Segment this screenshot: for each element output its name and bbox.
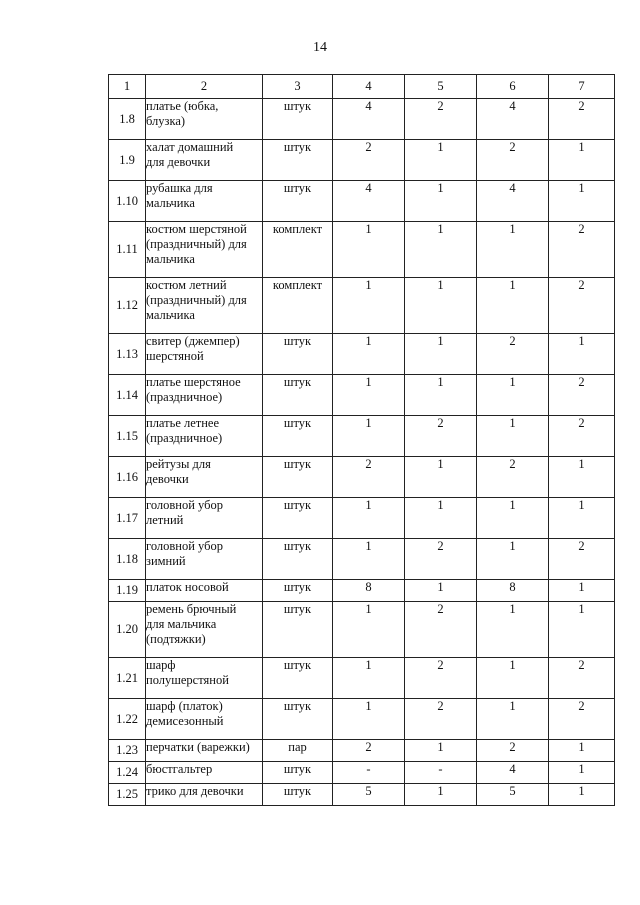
value-col-4: - <box>333 762 405 784</box>
value-col-5: 1 <box>405 784 477 806</box>
item-name: костюм шерстяной (праздничный) для мальчика <box>146 222 263 278</box>
value-col-6: 2 <box>477 457 549 498</box>
value-col-4: 4 <box>333 99 405 140</box>
value-col-6: 1 <box>477 375 549 416</box>
table-row <box>109 416 615 457</box>
value-col-4: 1 <box>333 498 405 539</box>
value-col-6: 4 <box>477 99 549 140</box>
unit-of-measure: штук <box>263 498 333 539</box>
row-number: 1.25 <box>109 784 146 806</box>
item-name: шарф полушерстяной <box>146 658 263 699</box>
value-col-7: 1 <box>549 334 615 375</box>
value-col-7: 2 <box>549 99 615 140</box>
item-name: рубашка для мальчика <box>146 181 263 222</box>
value-col-6: 4 <box>477 762 549 784</box>
value-col-7: 1 <box>549 602 615 658</box>
value-col-6: 1 <box>477 498 549 539</box>
value-col-7: 1 <box>549 762 615 784</box>
value-col-5: 1 <box>405 222 477 278</box>
table-row <box>109 375 615 416</box>
item-name: трико для девочки <box>146 784 263 806</box>
unit-of-measure: штук <box>263 602 333 658</box>
row-number: 1.14 <box>109 375 146 416</box>
value-col-4: 8 <box>333 580 405 602</box>
table-body <box>109 99 615 806</box>
table-row <box>109 699 615 740</box>
column-header: 7 <box>549 75 615 99</box>
value-col-4: 5 <box>333 784 405 806</box>
page-number: 14 <box>313 40 327 55</box>
value-col-4: 1 <box>333 334 405 375</box>
value-col-6: 1 <box>477 699 549 740</box>
unit-of-measure: штук <box>263 762 333 784</box>
unit-of-measure: комплект <box>263 278 333 334</box>
unit-of-measure: штук <box>263 140 333 181</box>
value-col-6: 1 <box>477 539 549 580</box>
table-row <box>109 334 615 375</box>
table-row <box>109 278 615 334</box>
item-name: шарф (платок) демисезонный <box>146 699 263 740</box>
value-col-6: 1 <box>477 602 549 658</box>
value-col-6: 1 <box>477 416 549 457</box>
value-col-6: 2 <box>477 140 549 181</box>
value-col-4: 1 <box>333 658 405 699</box>
column-header: 3 <box>263 75 333 99</box>
value-col-7: 2 <box>549 278 615 334</box>
value-col-4: 1 <box>333 375 405 416</box>
table-row <box>109 457 615 498</box>
table-row <box>109 762 615 784</box>
row-number: 1.22 <box>109 699 146 740</box>
value-col-4: 2 <box>333 740 405 762</box>
unit-of-measure: штук <box>263 539 333 580</box>
column-header: 6 <box>477 75 549 99</box>
value-col-7: 1 <box>549 580 615 602</box>
table-row <box>109 740 615 762</box>
value-col-5: 1 <box>405 140 477 181</box>
value-col-5: 1 <box>405 740 477 762</box>
unit-of-measure: штук <box>263 334 333 375</box>
unit-of-measure: штук <box>263 99 333 140</box>
value-col-5: 1 <box>405 334 477 375</box>
value-col-4: 1 <box>333 539 405 580</box>
unit-of-measure: комплект <box>263 222 333 278</box>
value-col-5: - <box>405 762 477 784</box>
value-col-5: 2 <box>405 539 477 580</box>
item-name: платок носовой <box>146 580 263 602</box>
value-col-5: 2 <box>405 416 477 457</box>
unit-of-measure: штук <box>263 658 333 699</box>
item-name: головной убор летний <box>146 498 263 539</box>
item-name: ремень брючный для мальчика (подтяжки) <box>146 602 263 658</box>
value-col-5: 1 <box>405 181 477 222</box>
value-col-4: 1 <box>333 278 405 334</box>
value-col-5: 2 <box>405 602 477 658</box>
row-number: 1.13 <box>109 334 146 375</box>
unit-of-measure: штук <box>263 457 333 498</box>
item-name: платье (юбка, блузка) <box>146 99 263 140</box>
column-header: 4 <box>333 75 405 99</box>
item-name: рейтузы для девочки <box>146 457 263 498</box>
row-number: 1.23 <box>109 740 146 762</box>
table-header-row <box>109 75 615 99</box>
value-col-6: 2 <box>477 334 549 375</box>
unit-of-measure: пар <box>263 740 333 762</box>
value-col-6: 1 <box>477 658 549 699</box>
row-number: 1.19 <box>109 580 146 602</box>
table-row <box>109 784 615 806</box>
unit-of-measure: штук <box>263 580 333 602</box>
value-col-5: 2 <box>405 658 477 699</box>
item-name: перчатки (варежки) <box>146 740 263 762</box>
item-name: халат домашний для девочки <box>146 140 263 181</box>
value-col-4: 1 <box>333 222 405 278</box>
row-number: 1.21 <box>109 658 146 699</box>
unit-of-measure: штук <box>263 375 333 416</box>
item-name: головной убор зимний <box>146 539 263 580</box>
value-col-5: 1 <box>405 498 477 539</box>
row-number: 1.20 <box>109 602 146 658</box>
row-number: 1.24 <box>109 762 146 784</box>
value-col-7: 2 <box>549 539 615 580</box>
unit-of-measure: штук <box>263 181 333 222</box>
unit-of-measure: штук <box>263 784 333 806</box>
table-row <box>109 140 615 181</box>
value-col-4: 1 <box>333 416 405 457</box>
item-name: костюм летний (праздничный) для мальчика <box>146 278 263 334</box>
table-row <box>109 99 615 140</box>
value-col-7: 1 <box>549 740 615 762</box>
table-row <box>109 602 615 658</box>
item-name: бюстгальтер <box>146 762 263 784</box>
row-number: 1.10 <box>109 181 146 222</box>
value-col-7: 1 <box>549 457 615 498</box>
value-col-7: 2 <box>549 375 615 416</box>
value-col-4: 2 <box>333 457 405 498</box>
value-col-5: 1 <box>405 375 477 416</box>
row-number: 1.16 <box>109 457 146 498</box>
value-col-7: 2 <box>549 416 615 457</box>
table-row <box>109 658 615 699</box>
unit-of-measure: штук <box>263 699 333 740</box>
value-col-5: 2 <box>405 99 477 140</box>
value-col-7: 1 <box>549 498 615 539</box>
value-col-6: 8 <box>477 580 549 602</box>
value-col-6: 1 <box>477 222 549 278</box>
row-number: 1.12 <box>109 278 146 334</box>
value-col-4: 1 <box>333 699 405 740</box>
table-row <box>109 539 615 580</box>
item-name: платье шерстяное (праздничное) <box>146 375 263 416</box>
row-number: 1.17 <box>109 498 146 539</box>
value-col-6: 5 <box>477 784 549 806</box>
column-header: 5 <box>405 75 477 99</box>
value-col-4: 4 <box>333 181 405 222</box>
row-number: 1.9 <box>109 140 146 181</box>
table-row <box>109 222 615 278</box>
value-col-6: 2 <box>477 740 549 762</box>
row-number: 1.15 <box>109 416 146 457</box>
value-col-5: 1 <box>405 580 477 602</box>
value-col-7: 1 <box>549 181 615 222</box>
unit-of-measure: штук <box>263 416 333 457</box>
value-col-7: 2 <box>549 222 615 278</box>
value-col-5: 1 <box>405 278 477 334</box>
table-row <box>109 580 615 602</box>
value-col-7: 2 <box>549 658 615 699</box>
column-header: 2 <box>146 75 263 99</box>
norms-table <box>108 74 615 806</box>
value-col-5: 1 <box>405 457 477 498</box>
item-name: свитер (джемпер) шерстяной <box>146 334 263 375</box>
value-col-4: 2 <box>333 140 405 181</box>
row-number: 1.8 <box>109 99 146 140</box>
row-number: 1.11 <box>109 222 146 278</box>
column-header: 1 <box>109 75 146 99</box>
value-col-7: 1 <box>549 784 615 806</box>
value-col-6: 1 <box>477 278 549 334</box>
table-row <box>109 498 615 539</box>
value-col-5: 2 <box>405 699 477 740</box>
item-name: платье летнее (праздничное) <box>146 416 263 457</box>
table-row <box>109 181 615 222</box>
value-col-6: 4 <box>477 181 549 222</box>
value-col-7: 1 <box>549 140 615 181</box>
value-col-7: 2 <box>549 699 615 740</box>
row-number: 1.18 <box>109 539 146 580</box>
value-col-4: 1 <box>333 602 405 658</box>
